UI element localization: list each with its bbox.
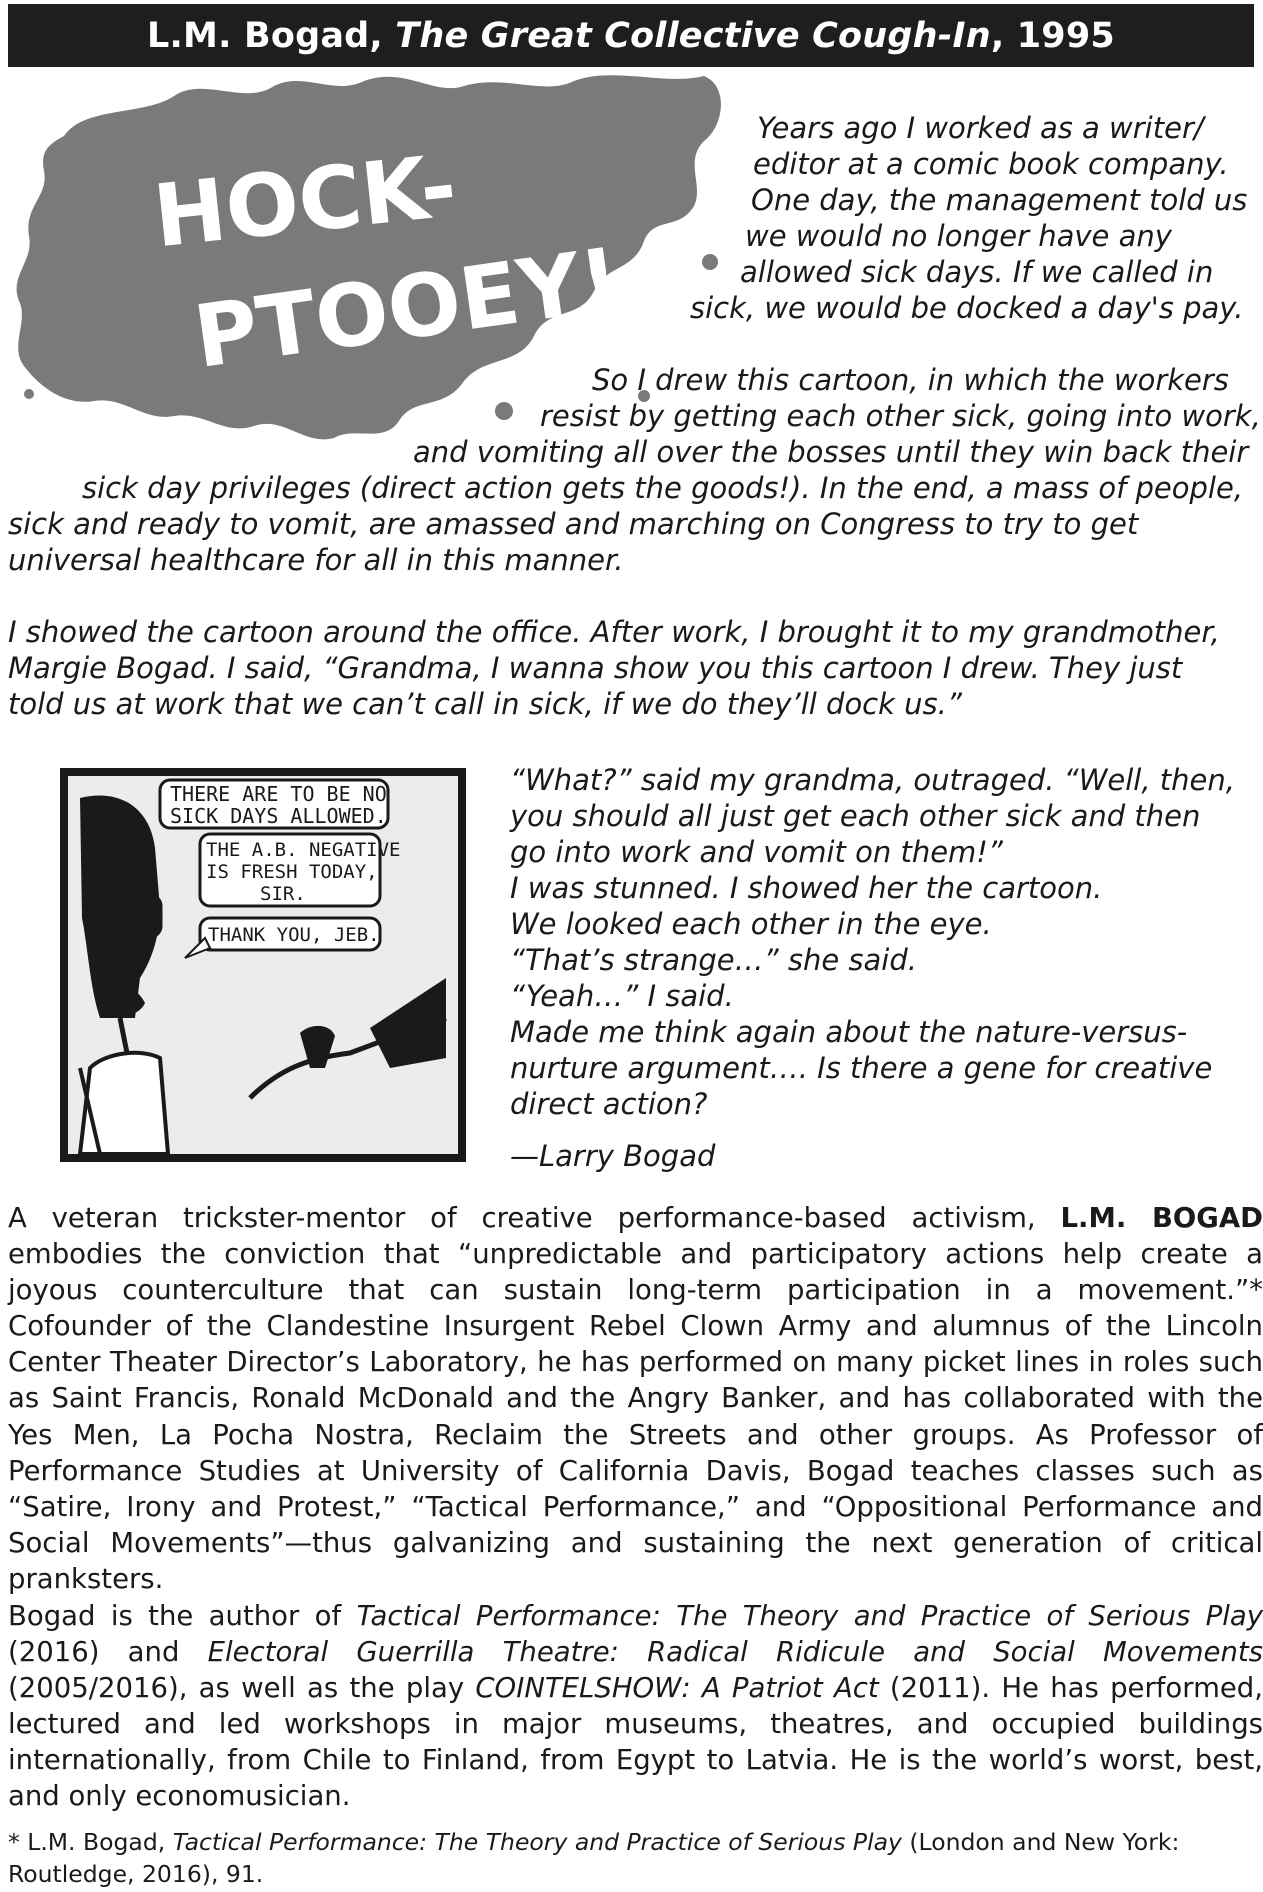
cartoon-line-3: and vomiting all over the bosses until they win back their (413, 435, 1249, 469)
bio-name: L.M. BOGAD (1060, 1202, 1263, 1234)
bubble1-line2: SICK DAYS ALLOWED. (170, 804, 387, 828)
dialogue-line-5: We looked each other in the eye. (510, 907, 992, 941)
grandma-line-3: told us at work that we can’t call in sick, if we do they’ll dock us.” (8, 687, 962, 721)
dialogue-line-7: “Yeah…” I said. (510, 979, 734, 1013)
bio-p2-a: Bogad is the author of (8, 1600, 357, 1632)
dialogue-line-6: “That’s strange…” she said. (510, 943, 917, 977)
grandma-line-2: Margie Bogad. I said, “Grandma, I wanna show you this cartoon I drew. They just (8, 651, 1183, 685)
bio-paragraph-1 (8, 1200, 1263, 1597)
dialogue-line-3: go into work and vomit on them!” (510, 835, 1003, 869)
bio-p1-a: A veteran trickster-mentor of creative performance-based activism, (8, 1202, 1061, 1234)
signature: —Larry Bogad (510, 1139, 716, 1173)
bubble3-text: THANK YOU, JEB. (208, 924, 380, 946)
dialogue-line-1: “What?” said my grandma, outraged. “Well, then, (510, 763, 1235, 797)
intro-line-5: allowed sick days. If we called in (740, 255, 1214, 289)
bubble2-line1: THE A.B. NEGATIVE (206, 839, 401, 861)
bubble2-line3: SIR. (260, 883, 306, 905)
title-year: , 1995 (990, 15, 1115, 56)
bio-p1-b: embodies the conviction that “unpredictable and participatory actions help create a joyous counterculture that can sustain long-term participation in a movement.”* Cofounder of the Clandestine Insurgent Rebel Clown Army and alumnus of the Lincoln Center Theater Director’s Laboratory, he has performed on many picket lines in roles such as Saint Francis, Ronald McDonald and the Angry Banker, and has collaborated with the Yes Men, La Pocha Nostra, Reclaim the Streets and other groups. As Professor of Performance Studies at University of California Davis, Bogad teaches classes such as “Satire, Irony and Protest,” “Tactical Performance,” and “Oppositional Performance and Social Movements”—thus galvanizing and sustaining the next generation of critical pranksters. (8, 1238, 1263, 1595)
title-author: L.M. Bogad, (147, 15, 383, 56)
footnote (8, 1826, 1263, 1890)
intro-line-2: editor at a comic book company. (753, 147, 1229, 181)
cartoon-line-5: sick and ready to vomit, are amassed and marching on Congress to try to get (8, 507, 1139, 541)
footnote-a: * L.M. Bogad, (8, 1828, 173, 1856)
cartoon-line-6: universal healthcare for all in this manner. (8, 543, 624, 577)
bio-p2-d: (2011). He has performed, lectured and led workshops in major museums, theatres, and occupied buildings internationally, from Chile to Finland, from Egypt to Latvia. He is the world’s worst, best, and only economusician. (8, 1672, 1263, 1813)
bio-book-2: Electoral Guerrilla Theatre: Radical Ridicule and Social Movements (207, 1636, 1263, 1669)
intro-line-4: we would no longer have any (745, 219, 1172, 253)
splat-word-line1: HOCK- (149, 136, 462, 268)
cartoon-line-2: resist by getting each other sick, going into work, (540, 399, 1261, 433)
title-work: The Great Collective Cough-In (395, 15, 991, 56)
dialogue-line-8: Made me think again about the nature-versus- (510, 1015, 1188, 1049)
intro-line-6: sick, we would be docked a day's pay. (690, 291, 1244, 325)
footnote-book: Tactical Performance: The Theory and Practice of Serious Play (172, 1828, 902, 1856)
bio-paragraph-2 (8, 1598, 1263, 1815)
grandma-line-1: I showed the cartoon around the office. After work, I brought it to my grandmother, (8, 615, 1220, 649)
cartoon-line-4: sick day privileges (direct action gets the goods!). In the end, a mass of people, (82, 471, 1244, 505)
bio-book-1: Tactical Performance: The Theory and Practice of Serious Play (356, 1600, 1263, 1632)
page-title (8, 4, 1254, 67)
dialogue-line-10: direct action? (510, 1087, 708, 1121)
splat-word-line2: PTOOEY! (188, 229, 627, 388)
dialogue-line-4: I was stunned. I showed her the cartoon. (510, 871, 1103, 905)
intro-line-1: Years ago I worked as a writer/ (757, 111, 1204, 145)
dialogue-line-9: nurture argument…. Is there a gene for creative (510, 1051, 1213, 1085)
bubble1-line1: THERE ARE TO BE NO (170, 782, 387, 806)
bio-play: COINTELSHOW: A Patriot Act (475, 1672, 879, 1705)
bio-p2-b: (2016) and (8, 1636, 208, 1669)
dialogue-line-2: you should all just get each other sick and then (510, 799, 1201, 833)
comic-panel-illustration (60, 768, 466, 1162)
cartoon-line-1: So I drew this cartoon, in which the workers (592, 363, 1229, 397)
bubble2-line2: IS FRESH TODAY, (206, 861, 378, 883)
footnote-b: (London and New York: Routledge, 2016), 91. (8, 1828, 1180, 1888)
bio-p2-c: (2005/2016), as well as the play (8, 1672, 476, 1705)
intro-line-3: One day, the management told us (751, 183, 1248, 217)
